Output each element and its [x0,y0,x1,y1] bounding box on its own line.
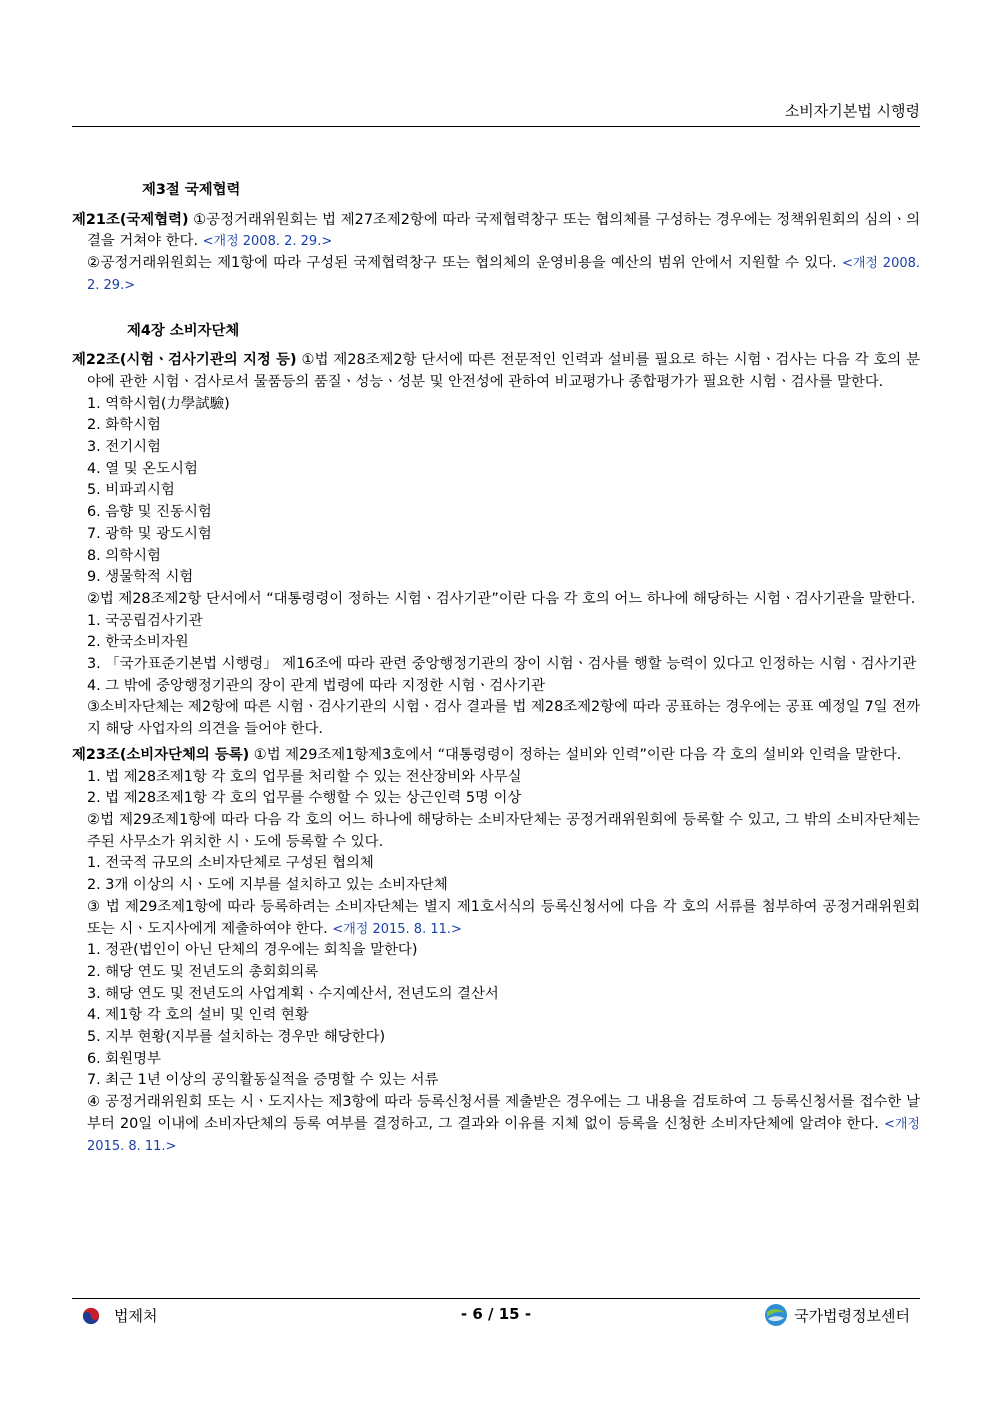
list-item: 9. 생물학적 시험 [87,569,194,586]
list-item: 8. 의학시험 [87,547,161,564]
amendment-note: <개정 2008. 2. 29.> [87,256,921,293]
article-22 [72,350,920,393]
article-paragraph: ①법 제28조제2항 단서에 따른 전문적인 인력과 설비를 필요로 하는 시험ㆍ검사는 다음 각 호의 분야에 관한 시험ㆍ검사로서 물품등의 품질ㆍ성능ㆍ성분 및 안전성에 관하여 비교평가나 종합평가가 필요한 시험ㆍ검사를 말한다. [87,352,920,390]
list-item: 1. 법 제28조제1항 각 호의 업무를 처리할 수 있는 전산장비와 사무실 [87,768,522,785]
article-paragraph: ②법 제29조제1항에 따라 다음 각 호의 어느 하나에 해당하는 소비자단체는 공정거래위원회에 등록할 수 있고, 그 밖의 소비자단체는 주된 사무소가 위치한 시ㆍ도에 등록할 수 있다. [87,811,920,850]
list-item: 6. 회원명부 [87,1050,161,1067]
footer-ministry-name: 법제처 [114,1307,158,1325]
list-item: 2. 3개 이상의 시ㆍ도에 지부를 설치하고 있는 소비자단체 [87,877,448,894]
list-item: 2. 해당 연도 및 전년도의 총회회의록 [87,963,319,980]
article-paragraph: ②공정거래위원회는 제1항에 따라 구성된 국제협력창구 또는 협의체의 운영비용을 예산의 범위 안에서 지원할 수 있다. [87,255,837,272]
list-item: 2. 화학시험 [87,417,161,434]
article-paragraph: ④ 공정거래위원회 또는 시ㆍ도지사는 제3항에 따라 등록신청서를 제출받은 경우에는 그 내용을 검토하여 그 등록신청서를 접수한 날부터 20일 이내에 소비자단체의 등록 여부를 결정하고, 그 결과와 이유를 지체 없이 등록을 신청한 소비자단체에 알려야 한다. [87,1094,920,1132]
article-title: 제22조(시험ㆍ검사기관의 지정 등) [72,352,297,369]
list-item: 5. 지부 현황(지부를 설치하는 경우만 해당한다) [87,1029,386,1046]
amendment-note: <개정 2015. 8. 11.> [332,921,462,937]
list-item: 1. 역학시험(力學試驗) [87,395,230,412]
list-item: 2. 한국소비자원 [87,634,189,651]
list-item: 1. 전국적 규모의 소비자단체로 구성된 협의체 [87,855,374,872]
globe-logo-icon [764,1303,788,1327]
article-paragraph-block [72,253,920,296]
amendment-note: <개정 2015. 8. 11.> [87,1116,920,1154]
list-item: 1. 국공립검사기관 [87,612,203,629]
list-item: 4. 제1항 각 호의 설비 및 인력 현황 [87,1007,309,1024]
article-paragraph: ①공정거래위원회는 법 제27조제2항에 따라 국제협력창구 또는 협의체를 구성하는 경우에는 정책위원회의 심의ㆍ의결을 거쳐야 한다. [87,211,921,250]
footer-center-name: 국가법령정보센터 [794,1306,910,1325]
list-item: 7. 광학 및 광도시험 [87,525,212,542]
list-item: 6. 음향 및 진동시험 [87,504,212,521]
article-paragraph: ②법 제28조제2항 단서에서 “대통령령이 정하는 시험ㆍ검사기관”이란 다음 각 호의 어느 하나에 해당하는 시험ㆍ검사기관을 말한다. [87,590,916,607]
article-21 [72,210,920,253]
page-number: - 6 / 15 - [460,1305,532,1323]
article-paragraph-block [72,1092,920,1157]
list-item: 2. 법 제28조제1항 각 호의 업무를 수행할 수 있는 상근인력 5명 이상 [87,790,522,807]
section-heading: 제3절 국제협력 [142,182,241,198]
amendment-note: <개정 2008. 2. 29.> [202,234,333,250]
article-title: 제23조(소비자단체의 등록) [72,746,250,763]
list-item: 3. 전기시험 [87,439,161,456]
list-item: 7. 최근 1년 이상의 공익활동실적을 증명할 수 있는 서류 [87,1072,439,1089]
article-title: 제21조(국제협력) [72,211,189,228]
document-body [72,180,920,1157]
article-paragraph: ③ 법 제29조제1항에 따라 등록하려는 소비자단체는 별지 제1호서식의 등록신청서에 다음 각 호의 서류를 첨부하여 공정거래위원회 또는 시ㆍ도지사에게 제출하여야 한다. [87,898,920,937]
article-paragraph-block [72,897,920,940]
article-paragraph: ③소비자단체는 제2항에 따른 시험ㆍ검사기관의 시험ㆍ검사 결과를 법 제28조제2항에 따라 공표하는 경우에는 공표 예정일 7일 전까지 해당 사업자의 의견을 들어야 한다. [87,699,920,738]
running-header-title: 소비자기본법 시행령 [784,102,920,120]
article-23 [72,745,920,767]
list-item: 4. 그 밖에 중앙행정기관의 장이 관계 법령에 따라 지정한 시험ㆍ검사기관 [87,677,546,694]
list-item: 1. 정관(법인이 아닌 단체의 경우에는 회칙을 말한다) [87,942,418,959]
footer-right [764,1303,910,1327]
list-item: 3. 해당 연도 및 전년도의 사업계획ㆍ수지예산서, 전년도의 결산서 [87,985,499,1002]
article-paragraph: ①법 제29조제1항제3호에서 “대통령령이 정하는 설비와 인력”이란 다음 각 호의 설비와 인력을 말한다. [253,746,902,763]
chapter-heading: 제4장 소비자단체 [127,322,240,339]
list-item: 5. 비파괴시험 [87,482,175,499]
list-item: 4. 열 및 온도시험 [87,460,198,477]
header-rule [72,126,920,127]
footer-rule [72,1298,920,1299]
list-item: 3. 「국가표준기본법 시행령」 제16조에 따라 관련 중앙행정기관의 장이 시험ㆍ검사를 행할 능력이 있다고 인정하는 시험ㆍ검사기관 [87,656,917,673]
